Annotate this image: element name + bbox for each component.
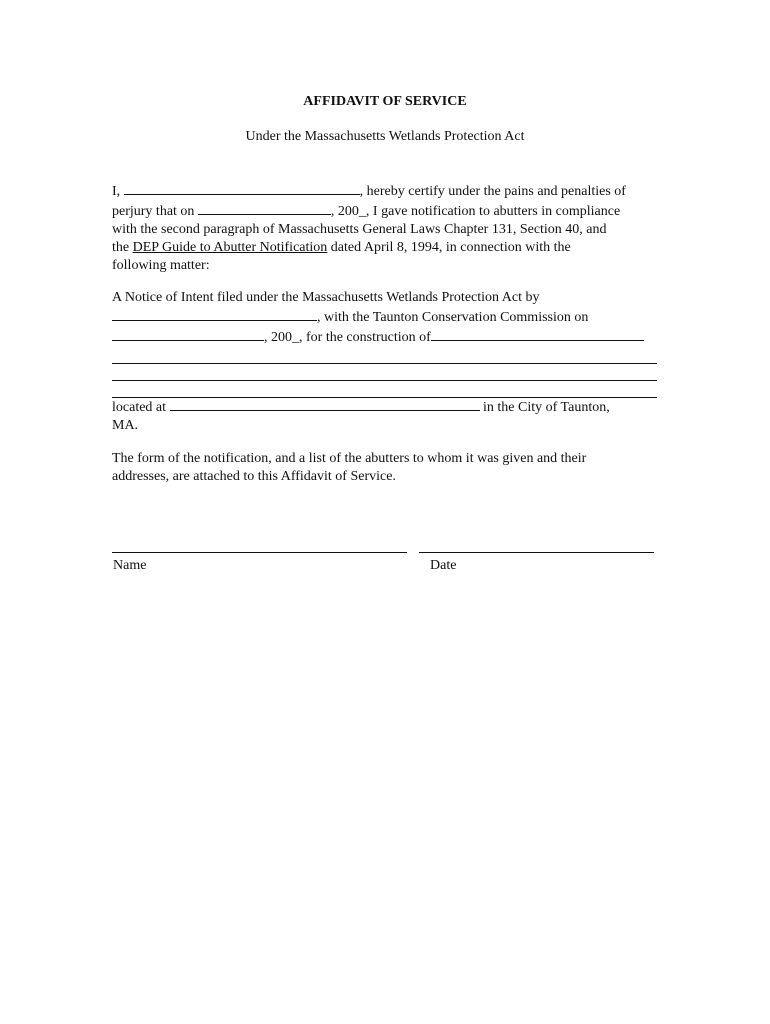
- filing-date-field[interactable]: [112, 327, 264, 341]
- construction-line-3[interactable]: [112, 364, 657, 381]
- certifier-name-field[interactable]: [124, 181, 360, 195]
- date-signature-line[interactable]: [419, 552, 654, 553]
- notification-date-field[interactable]: [198, 201, 331, 215]
- dep-guide-link[interactable]: DEP Guide to Abutter Notification: [132, 240, 328, 255]
- document-title: AFFIDAVIT OF SERVICE: [303, 94, 467, 109]
- construction-line-4[interactable]: [112, 381, 657, 398]
- date-label: Date: [430, 558, 457, 573]
- applicant-field[interactable]: [112, 307, 317, 321]
- document-subtitle: Under the Massachusetts Wetlands Protection Act: [245, 129, 525, 144]
- attachment-paragraph: The form of the notification, and a list of the abutters to whom it was given and their addresses, are attached to this Affidavit of Service.: [112, 451, 587, 484]
- construction-description-field[interactable]: [431, 327, 644, 341]
- location-paragraph: located at in the City of Taunton, MA.: [112, 397, 660, 435]
- notice-of-intent-paragraph: A Notice of Intent filed under the Massachusetts Wetlands Protection Act by , with the Taunton Conservation Commission on , 200_, for the construction of: [112, 289, 660, 398]
- location-field[interactable]: [170, 397, 480, 411]
- name-label: Name: [113, 558, 147, 573]
- certification-paragraph: I, , hereby certify under the pains and penalties of perjury that on , 200_, I gave notification to abutters in compliance with the second paragraph of Massachusetts General Laws Chapter 131, Section 40, and the DEP Guide to Abutter Notification dated April 8, 1994, in connection with the following matter:: [112, 181, 660, 275]
- name-signature-line[interactable]: [112, 552, 407, 553]
- construction-line-2[interactable]: [112, 347, 657, 364]
